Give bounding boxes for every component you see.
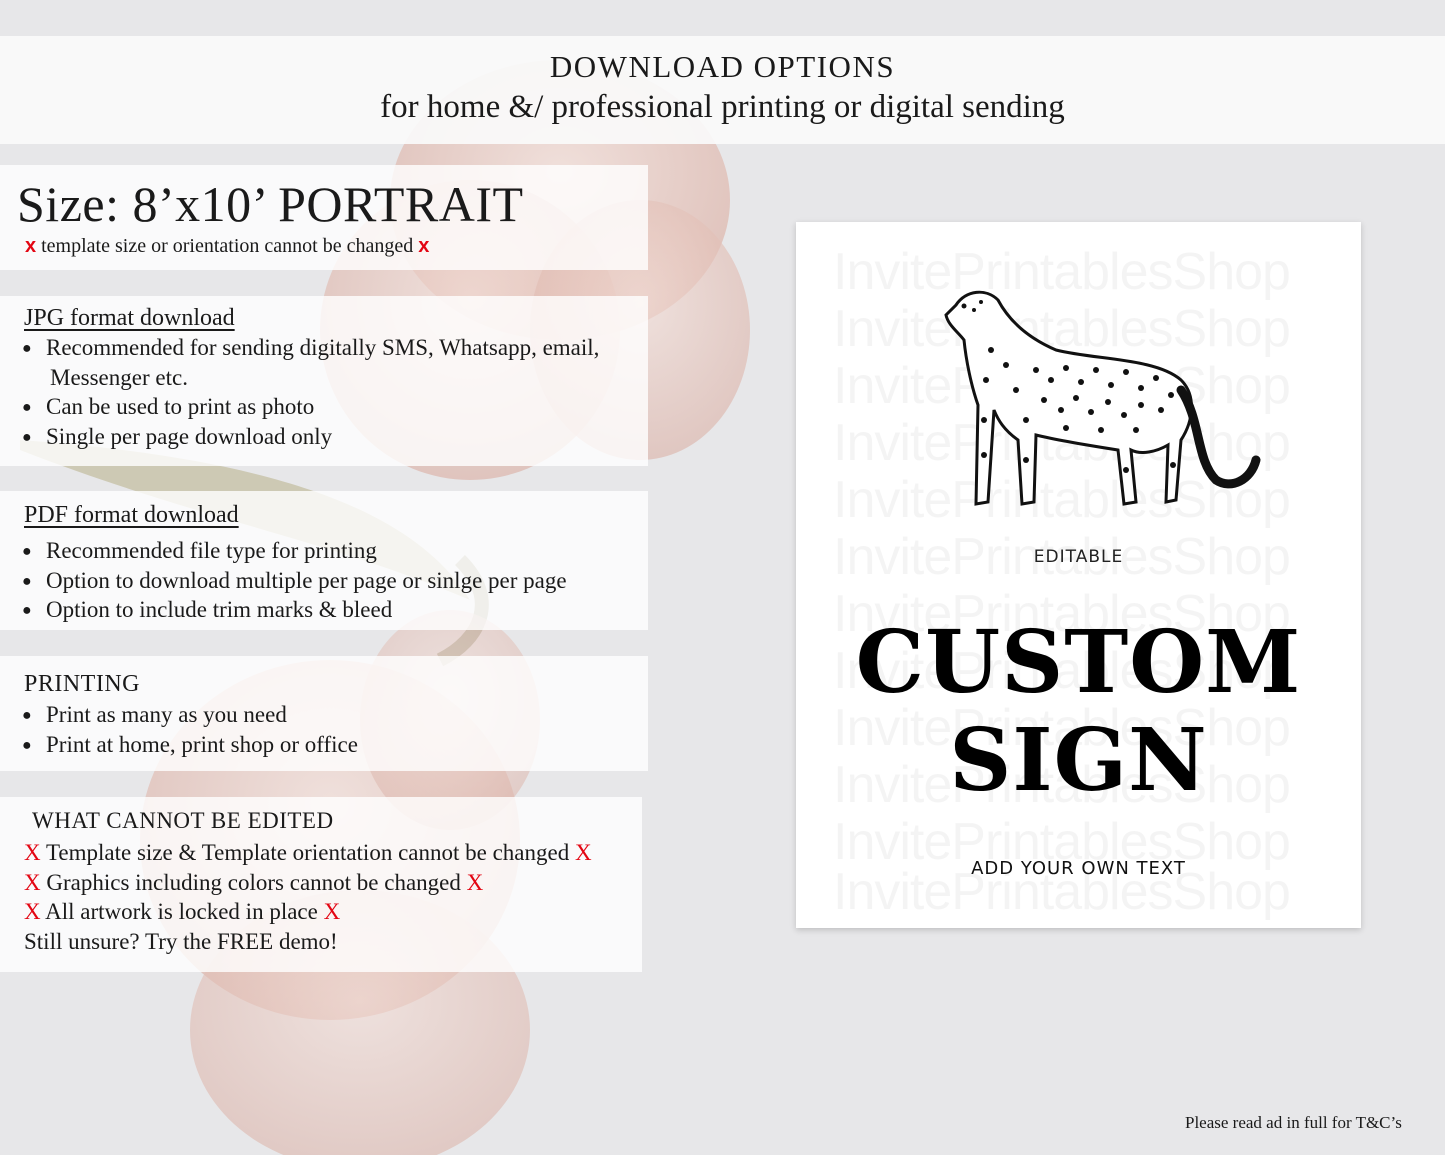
- size-panel: [0, 165, 648, 270]
- red-x-mark-icon: X: [466, 870, 484, 895]
- bullet-dot-icon: ●: [22, 399, 32, 416]
- sign-title-line1: CUSTOM: [855, 612, 1302, 713]
- list-item: [22, 702, 287, 728]
- size-note-text: template size or orientation cannot be changed: [41, 235, 414, 257]
- list-item: [22, 538, 377, 564]
- cannot-edit-title: WHAT CANNOT BE EDITED: [32, 808, 334, 833]
- bullet-dot-icon: ●: [22, 737, 32, 754]
- list-item-text: Can be used to print as photo: [46, 394, 315, 419]
- jpg-panel-title: JPG format download: [24, 305, 235, 331]
- pdf-format-panel: [0, 491, 648, 630]
- cheetah-illustration-icon: [926, 270, 1266, 518]
- list-item: [24, 840, 592, 866]
- list-item-text: Template size & Template orientation cannot be changed: [45, 840, 570, 865]
- list-item: [24, 899, 340, 925]
- header-title: DOWNLOAD OPTIONS: [549, 49, 896, 84]
- list-item-text: Single per page download only: [46, 424, 333, 449]
- footer-note: Please read ad in full for T&C’s: [1185, 1113, 1402, 1132]
- list-item-text: Option to include trim marks & bleed: [46, 597, 393, 622]
- red-x-mark-icon: x: [418, 235, 430, 257]
- bullet-dot-icon: ●: [22, 340, 32, 357]
- header-subtitle: for home &/ professional printing or digital sending: [380, 89, 1065, 125]
- bullet-dot-icon: ●: [22, 602, 32, 619]
- red-x-mark-icon: X: [574, 840, 592, 865]
- sign-title-line2: SIGN: [949, 710, 1208, 811]
- list-item-text: Print as many as you need: [46, 702, 287, 727]
- add-text-label: ADD YOUR OWN TEXT: [971, 858, 1186, 879]
- cannot-edit-panel: [0, 797, 642, 972]
- sign-preview-card: [796, 222, 1361, 928]
- list-item: [22, 335, 599, 361]
- size-title: Size: 8’x10’ PORTRAIT: [17, 176, 524, 232]
- list-item-text: Recommended for sending digitally SMS, Whatsapp, email,: [46, 335, 600, 360]
- list-item-continuation: Messenger etc.: [50, 365, 188, 390]
- size-note: [25, 235, 429, 258]
- list-item-text: Print at home, print shop or office: [46, 732, 358, 757]
- list-item-text: Graphics including colors cannot be changed: [46, 870, 461, 895]
- list-item: [22, 424, 332, 450]
- printing-panel-title: PRINTING: [24, 671, 140, 697]
- pdf-panel-title: PDF format download: [24, 502, 239, 528]
- header-banner: [0, 36, 1445, 144]
- jpg-format-panel: [0, 296, 648, 466]
- list-item: [22, 597, 392, 623]
- demo-cta-text: Still unsure? Try the FREE demo!: [24, 929, 338, 954]
- list-item: [24, 870, 483, 896]
- red-x-mark-icon: X: [323, 899, 341, 924]
- printing-panel: [0, 656, 648, 771]
- red-x-mark-icon: x: [25, 235, 37, 257]
- red-x-mark-icon: X: [24, 870, 41, 895]
- list-item: [22, 568, 567, 594]
- bullet-dot-icon: ●: [22, 543, 32, 560]
- bullet-dot-icon: ●: [22, 573, 32, 590]
- bullet-dot-icon: ●: [22, 429, 32, 446]
- list-item: [22, 394, 314, 420]
- red-x-mark-icon: X: [24, 899, 41, 924]
- list-item-text: All artwork is locked in place: [45, 899, 318, 924]
- list-item-text: Option to download multiple per page or sinlge per page: [46, 568, 567, 593]
- list-item-text: Recommended file type for printing: [46, 538, 377, 563]
- red-x-mark-icon: X: [24, 840, 41, 865]
- list-item: [22, 732, 358, 758]
- editable-label: EDITABLE: [1033, 547, 1124, 567]
- bullet-dot-icon: ●: [22, 707, 32, 724]
